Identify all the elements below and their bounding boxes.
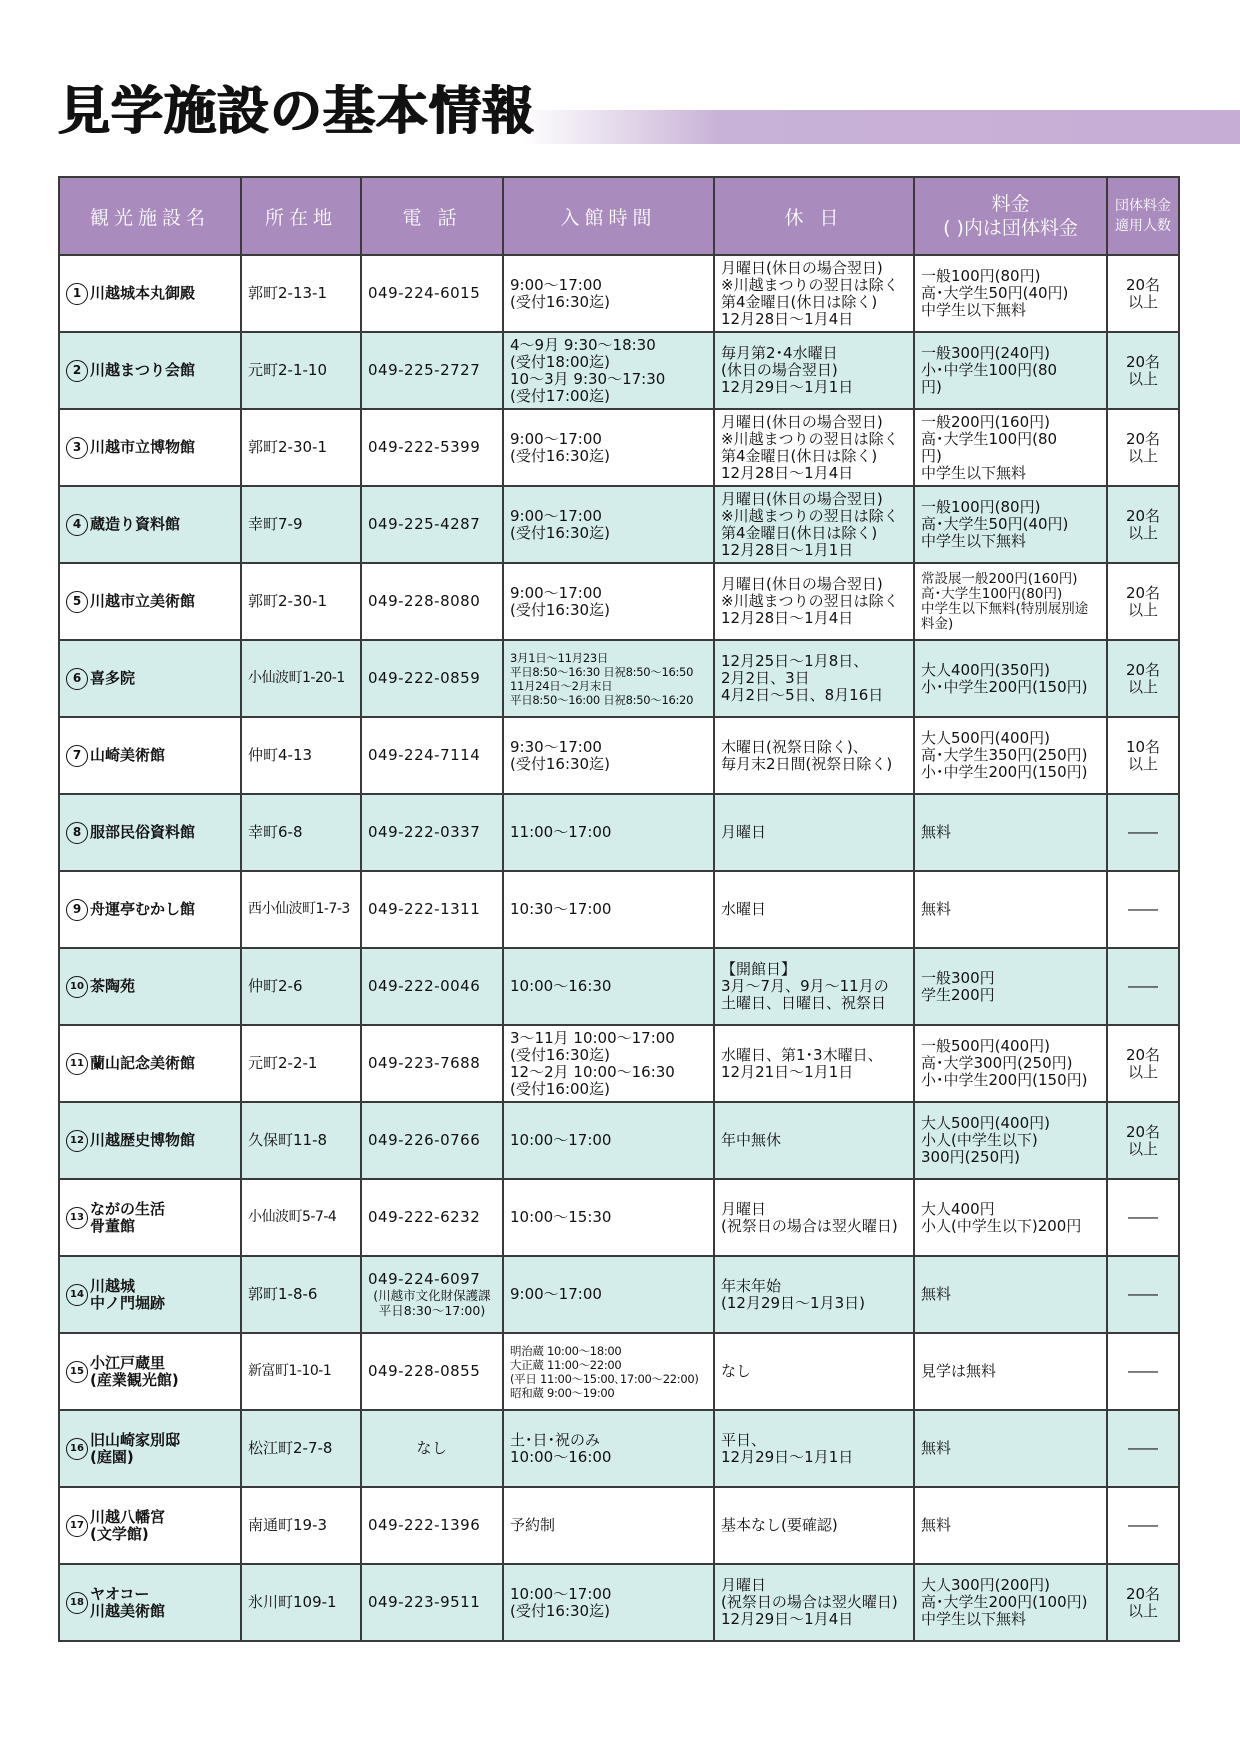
- facility-address: 郭町2-30-1: [241, 409, 361, 486]
- facility-name-cell: [59, 1333, 241, 1410]
- facility-number-badge: 3: [66, 437, 88, 459]
- facility-name: 川越歴史博物館: [90, 1131, 196, 1149]
- facility-number-badge: 11: [66, 1053, 88, 1075]
- table-row: [59, 1487, 1179, 1564]
- facility-name-cell: [59, 1102, 241, 1179]
- facility-phone: 049-224-6015: [368, 284, 481, 302]
- facility-hours: 10:00～17:00 (受付16:30迄): [503, 1564, 714, 1641]
- facility-holiday: 年中無休: [714, 1102, 914, 1179]
- facility-fee: 無料: [914, 1256, 1107, 1333]
- facility-group-size: ――: [1107, 871, 1179, 948]
- header-group: 団体料金 適用人数: [1107, 177, 1179, 255]
- facility-phone-cell: [361, 486, 503, 563]
- facility-name-cell: [59, 1564, 241, 1641]
- facility-number-badge: 1: [66, 283, 88, 305]
- facility-name: 服部民俗資料館: [90, 823, 196, 841]
- facility-hours: 9:00～17:00 (受付16:30迄): [503, 563, 714, 640]
- table-row: [59, 871, 1179, 948]
- facility-group-size: ――: [1107, 948, 1179, 1025]
- facility-holiday: 月曜日(休日の場合翌日) ※川越まつりの翌日は除く 第4金曜日(休日は除く) 12月28日～1月1日: [714, 486, 914, 563]
- facility-holiday: 木曜日(祝祭日除く)、 毎月末2日間(祝祭日除く): [714, 717, 914, 794]
- facility-hours: 明治蔵 10:00～18:00 大正蔵 11:00～22:00 (平日 11:00～15:00､17:00～22:00) 昭和蔵 9:00～19:00: [503, 1333, 714, 1410]
- facility-name: ながの生活 骨董館: [90, 1199, 166, 1235]
- facility-number-badge: 2: [66, 360, 88, 382]
- facility-group-size: ――: [1107, 1410, 1179, 1487]
- facility-group-size: ――: [1107, 1333, 1179, 1410]
- table-row: [59, 1564, 1179, 1641]
- table-row: [59, 1102, 1179, 1179]
- facility-address: 南通町19-3: [241, 1487, 361, 1564]
- header-holiday: 休 日: [714, 177, 914, 255]
- facility-table: [58, 176, 1180, 1642]
- facility-name: 川越城 中ノ門堀跡: [90, 1276, 166, 1312]
- facility-hours: 9:00～17:00: [503, 1256, 714, 1333]
- facility-name: 川越まつり会館: [90, 361, 196, 379]
- header-hours: 入館時間: [503, 177, 714, 255]
- facility-phone: 049-224-6097: [368, 1270, 481, 1288]
- facility-phone-cell: [361, 1025, 503, 1102]
- facility-phone: 049-228-8080: [368, 592, 481, 610]
- facility-hours: 11:00～17:00: [503, 794, 714, 871]
- facility-phone: 049-225-4287: [368, 515, 481, 533]
- table-row: [59, 486, 1179, 563]
- facility-group-size: ――: [1107, 1487, 1179, 1564]
- facility-address: 小仙波町1-20-1: [241, 640, 361, 717]
- facility-phone: 049-225-2727: [368, 361, 481, 379]
- facility-name-cell: [59, 794, 241, 871]
- facility-holiday: 平日、 12月29日～1月1日: [714, 1410, 914, 1487]
- facility-number-badge: 7: [66, 745, 88, 767]
- facility-phone-cell: [361, 794, 503, 871]
- facility-phone-cell: [361, 1256, 503, 1333]
- facility-name-cell: [59, 563, 241, 640]
- facility-phone: 049-222-1311: [368, 900, 481, 918]
- facility-fee: 一般200円(160円) 高･大学生100円(80 円) 中学生以下無料: [914, 409, 1107, 486]
- facility-name-cell: [59, 871, 241, 948]
- facility-number-badge: 6: [66, 668, 88, 690]
- facility-number-badge: 4: [66, 514, 88, 536]
- facility-phone-note: (川越市文化財保護課 平日8:30～17:00): [373, 1288, 491, 1318]
- facility-number-badge: 8: [66, 822, 88, 844]
- table-row: [59, 1025, 1179, 1102]
- facility-group-size: 20名 以上: [1107, 255, 1179, 332]
- facility-phone-cell: [361, 563, 503, 640]
- facility-fee: 大人400円 小人(中学生以下)200円: [914, 1179, 1107, 1256]
- facility-name-cell: [59, 409, 241, 486]
- facility-name: ヤオコー 川越美術館: [90, 1584, 166, 1620]
- facility-fee: 無料: [914, 794, 1107, 871]
- facility-holiday: 月曜日(休日の場合翌日) ※川越まつりの翌日は除く 第4金曜日(休日は除く) 12月28日～1月4日: [714, 409, 914, 486]
- facility-phone: なし: [416, 1439, 448, 1457]
- header-phone: 電 話: [361, 177, 503, 255]
- facility-group-size: ――: [1107, 794, 1179, 871]
- facility-group-size: 20名 以上: [1107, 563, 1179, 640]
- facility-phone-cell: [361, 871, 503, 948]
- facility-name: 蘭山記念美術館: [90, 1054, 196, 1072]
- facility-holiday: 水曜日、第1･3木曜日、 12月21日～1月1日: [714, 1025, 914, 1102]
- facility-name: 川越八幡宮 (文学館): [90, 1507, 166, 1543]
- facility-name: 蔵造り資料館: [90, 515, 181, 533]
- table-row: [59, 1256, 1179, 1333]
- facility-phone: 049-222-0046: [368, 977, 481, 995]
- facility-name: 喜多院: [90, 669, 136, 687]
- facility-phone: 049-222-5399: [368, 438, 481, 456]
- facility-fee: 一般100円(80円) 高･大学生50円(40円) 中学生以下無料: [914, 486, 1107, 563]
- facility-phone-cell: [361, 948, 503, 1025]
- facility-holiday: 水曜日: [714, 871, 914, 948]
- facility-hours: 9:00～17:00 (受付16:30迄): [503, 409, 714, 486]
- facility-name: 山崎美術館: [90, 746, 166, 764]
- facility-group-size: 20名 以上: [1107, 640, 1179, 717]
- facility-number-badge: 14: [66, 1284, 88, 1306]
- facility-name-cell: [59, 332, 241, 409]
- table-row: [59, 563, 1179, 640]
- page-title: 見学施設の基本情報: [58, 82, 536, 142]
- facility-group-size: 10名 以上: [1107, 717, 1179, 794]
- facility-fee: 一般500円(400円) 高･大学300円(250円) 小･中学生200円(150円): [914, 1025, 1107, 1102]
- facility-phone-cell: [361, 409, 503, 486]
- facility-group-size: ――: [1107, 1179, 1179, 1256]
- facility-fee: 無料: [914, 871, 1107, 948]
- table-row: [59, 255, 1179, 332]
- table-row: [59, 1410, 1179, 1487]
- facility-hours: 10:00～15:30: [503, 1179, 714, 1256]
- facility-fee: 一般300円 学生200円: [914, 948, 1107, 1025]
- table-row: [59, 640, 1179, 717]
- facility-name: 川越市立美術館: [90, 592, 196, 610]
- facility-fee: 一般300円(240円) 小･中学生100円(80 円): [914, 332, 1107, 409]
- facility-number-badge: 9: [66, 899, 88, 921]
- table-row: [59, 948, 1179, 1025]
- table-row: [59, 794, 1179, 871]
- facility-number-badge: 10: [66, 976, 88, 998]
- facility-group-size: 20名 以上: [1107, 409, 1179, 486]
- facility-holiday: 月曜日: [714, 794, 914, 871]
- facility-address: 元町2-1-10: [241, 332, 361, 409]
- facility-hours: 10:00～17:00: [503, 1102, 714, 1179]
- facility-hours: 3月1日～11月23日 平日8:50～16:30 日祝8:50～16:50 11月24日～2月末日 平日8:50～16:00 日祝8:50～16:20: [503, 640, 714, 717]
- facility-holiday: 基本なし(要確認): [714, 1487, 914, 1564]
- facility-name: 舟運亭むかし館: [90, 900, 196, 918]
- facility-group-size: 20名 以上: [1107, 1102, 1179, 1179]
- facility-holiday: 月曜日 (祝祭日の場合は翌火曜日): [714, 1179, 914, 1256]
- facility-phone-cell: [361, 640, 503, 717]
- facility-hours: 予約制: [503, 1487, 714, 1564]
- facility-phone: 049-228-0855: [368, 1362, 481, 1380]
- facility-fee: 大人500円(400円) 小人(中学生以下) 300円(250円): [914, 1102, 1107, 1179]
- facility-name: 小江戸蔵里 (産業観光館): [90, 1353, 179, 1389]
- facility-name-cell: [59, 1487, 241, 1564]
- facility-fee: 見学は無料: [914, 1333, 1107, 1410]
- facility-name-cell: [59, 1256, 241, 1333]
- facility-name-cell: [59, 717, 241, 794]
- facility-number-badge: 15: [66, 1361, 88, 1383]
- facility-address: 元町2-2-1: [241, 1025, 361, 1102]
- facility-group-size: 20名 以上: [1107, 1025, 1179, 1102]
- facility-number-badge: 12: [66, 1130, 88, 1152]
- facility-address: 西小仙波町1-7-3: [241, 871, 361, 948]
- facility-address: 久保町11-8: [241, 1102, 361, 1179]
- facility-phone-cell: [361, 1564, 503, 1641]
- facility-holiday: 月曜日(休日の場合翌日) ※川越まつりの翌日は除く 12月28日～1月4日: [714, 563, 914, 640]
- facility-name: 川越城本丸御殿: [90, 284, 196, 302]
- facility-number-badge: 13: [66, 1207, 88, 1229]
- facility-fee: 大人300円(200円) 高･大学生200円(100円) 中学生以下無料: [914, 1564, 1107, 1641]
- facility-holiday: なし: [714, 1333, 914, 1410]
- facility-fee: 大人400円(350円) 小･中学生200円(150円): [914, 640, 1107, 717]
- facility-phone: 049-222-6232: [368, 1208, 481, 1226]
- facility-group-size: 20名 以上: [1107, 1564, 1179, 1641]
- facility-name-cell: [59, 255, 241, 332]
- facility-fee: 大人500円(400円) 高･大学生350円(250円) 小･中学生200円(150円): [914, 717, 1107, 794]
- table-row: [59, 1333, 1179, 1410]
- facility-fee: 一般100円(80円) 高･大学生50円(40円) 中学生以下無料: [914, 255, 1107, 332]
- facility-holiday: 月曜日(休日の場合翌日) ※川越まつりの翌日は除く 第4金曜日(休日は除く) 12月28日～1月4日: [714, 255, 914, 332]
- facility-name-cell: [59, 948, 241, 1025]
- facility-address: 松江町2-7-8: [241, 1410, 361, 1487]
- facility-address: 郭町2-30-1: [241, 563, 361, 640]
- facility-holiday: 月曜日 (祝祭日の場合は翌火曜日) 12月29日～1月4日: [714, 1564, 914, 1641]
- facility-address: 幸町7-9: [241, 486, 361, 563]
- facility-phone-cell: [361, 332, 503, 409]
- facility-phone-cell: [361, 1410, 503, 1487]
- facility-phone: 049-223-7688: [368, 1054, 481, 1072]
- facility-address: 小仙波町5-7-4: [241, 1179, 361, 1256]
- header-fee: 料金 ( )内は団体料金: [914, 177, 1107, 255]
- facility-hours: 土･日･祝のみ 10:00～16:00: [503, 1410, 714, 1487]
- facility-phone-cell: [361, 717, 503, 794]
- facility-hours: 10:30～17:00: [503, 871, 714, 948]
- facility-address: 仲町2-6: [241, 948, 361, 1025]
- facility-holiday: 12月25日～1月8日、 2月2日、3日 4月2日～5日、8月16日: [714, 640, 914, 717]
- header-address: 所在地: [241, 177, 361, 255]
- facility-hours: 10:00～16:30: [503, 948, 714, 1025]
- facility-group-size: ――: [1107, 1256, 1179, 1333]
- facility-number-badge: 18: [66, 1592, 88, 1614]
- facility-phone: 049-223-9511: [368, 1593, 481, 1611]
- facility-address: 仲町4-13: [241, 717, 361, 794]
- facility-fee: 無料: [914, 1487, 1107, 1564]
- table-row: [59, 1179, 1179, 1256]
- facility-address: 氷川町109-1: [241, 1564, 361, 1641]
- facility-name-cell: [59, 486, 241, 563]
- facility-name-cell: [59, 1179, 241, 1256]
- facility-phone-cell: [361, 1333, 503, 1410]
- facility-phone: 049-222-1396: [368, 1516, 481, 1534]
- facility-phone-cell: [361, 1487, 503, 1564]
- table-header-row: [59, 177, 1179, 255]
- facility-hours: 9:00～17:00 (受付16:30迄): [503, 486, 714, 563]
- facility-phone: 049-222-0859: [368, 669, 481, 687]
- facility-address: 新富町1-10-1: [241, 1333, 361, 1410]
- facility-phone: 049-226-0766: [368, 1131, 481, 1149]
- table-row: [59, 409, 1179, 486]
- facility-hours: 3～11月 10:00～17:00 (受付16:30迄) 12～2月 10:00～16:30 (受付16:00迄): [503, 1025, 714, 1102]
- facility-holiday: 毎月第2･4水曜日 (休日の場合翌日) 12月29日～1月1日: [714, 332, 914, 409]
- facility-phone-cell: [361, 1179, 503, 1256]
- facility-address: 幸町6-8: [241, 794, 361, 871]
- facility-group-size: 20名 以上: [1107, 332, 1179, 409]
- facility-address: 郭町1-8-6: [241, 1256, 361, 1333]
- facility-name: 川越市立博物館: [90, 438, 196, 456]
- facility-fee: 常設展一般200円(160円) 高･大学生100円(80円) 中学生以下無料(特別展別途 料金): [914, 563, 1107, 640]
- facility-holiday: 【開館日】 3月～7月、9月～11月の 土曜日、日曜日、祝祭日: [714, 948, 914, 1025]
- facility-name: 旧山崎家別邸 (庭園): [90, 1430, 181, 1466]
- facility-name: 茶陶苑: [90, 977, 136, 995]
- facility-number-badge: 5: [66, 591, 88, 613]
- facility-name-cell: [59, 1025, 241, 1102]
- facility-hours: 4～9月 9:30～18:30 (受付18:00迄) 10～3月 9:30～17:30 (受付17:00迄): [503, 332, 714, 409]
- facility-phone-cell: [361, 255, 503, 332]
- facility-hours: 9:00～17:00 (受付16:30迄): [503, 255, 714, 332]
- facility-fee: 無料: [914, 1410, 1107, 1487]
- facility-group-size: 20名 以上: [1107, 486, 1179, 563]
- facility-name-cell: [59, 640, 241, 717]
- facility-name-cell: [59, 1410, 241, 1487]
- facility-phone-cell: [361, 1102, 503, 1179]
- table-row: [59, 332, 1179, 409]
- facility-number-badge: 16: [66, 1438, 88, 1460]
- facility-address: 郭町2-13-1: [241, 255, 361, 332]
- facility-phone: 049-222-0337: [368, 823, 481, 841]
- facility-phone: 049-224-7114: [368, 746, 481, 764]
- facility-holiday: 年末年始 (12月29日～1月3日): [714, 1256, 914, 1333]
- facility-number-badge: 17: [66, 1515, 88, 1537]
- facility-hours: 9:30～17:00 (受付16:30迄): [503, 717, 714, 794]
- table-row: [59, 717, 1179, 794]
- header-name: 観光施設名: [59, 177, 241, 255]
